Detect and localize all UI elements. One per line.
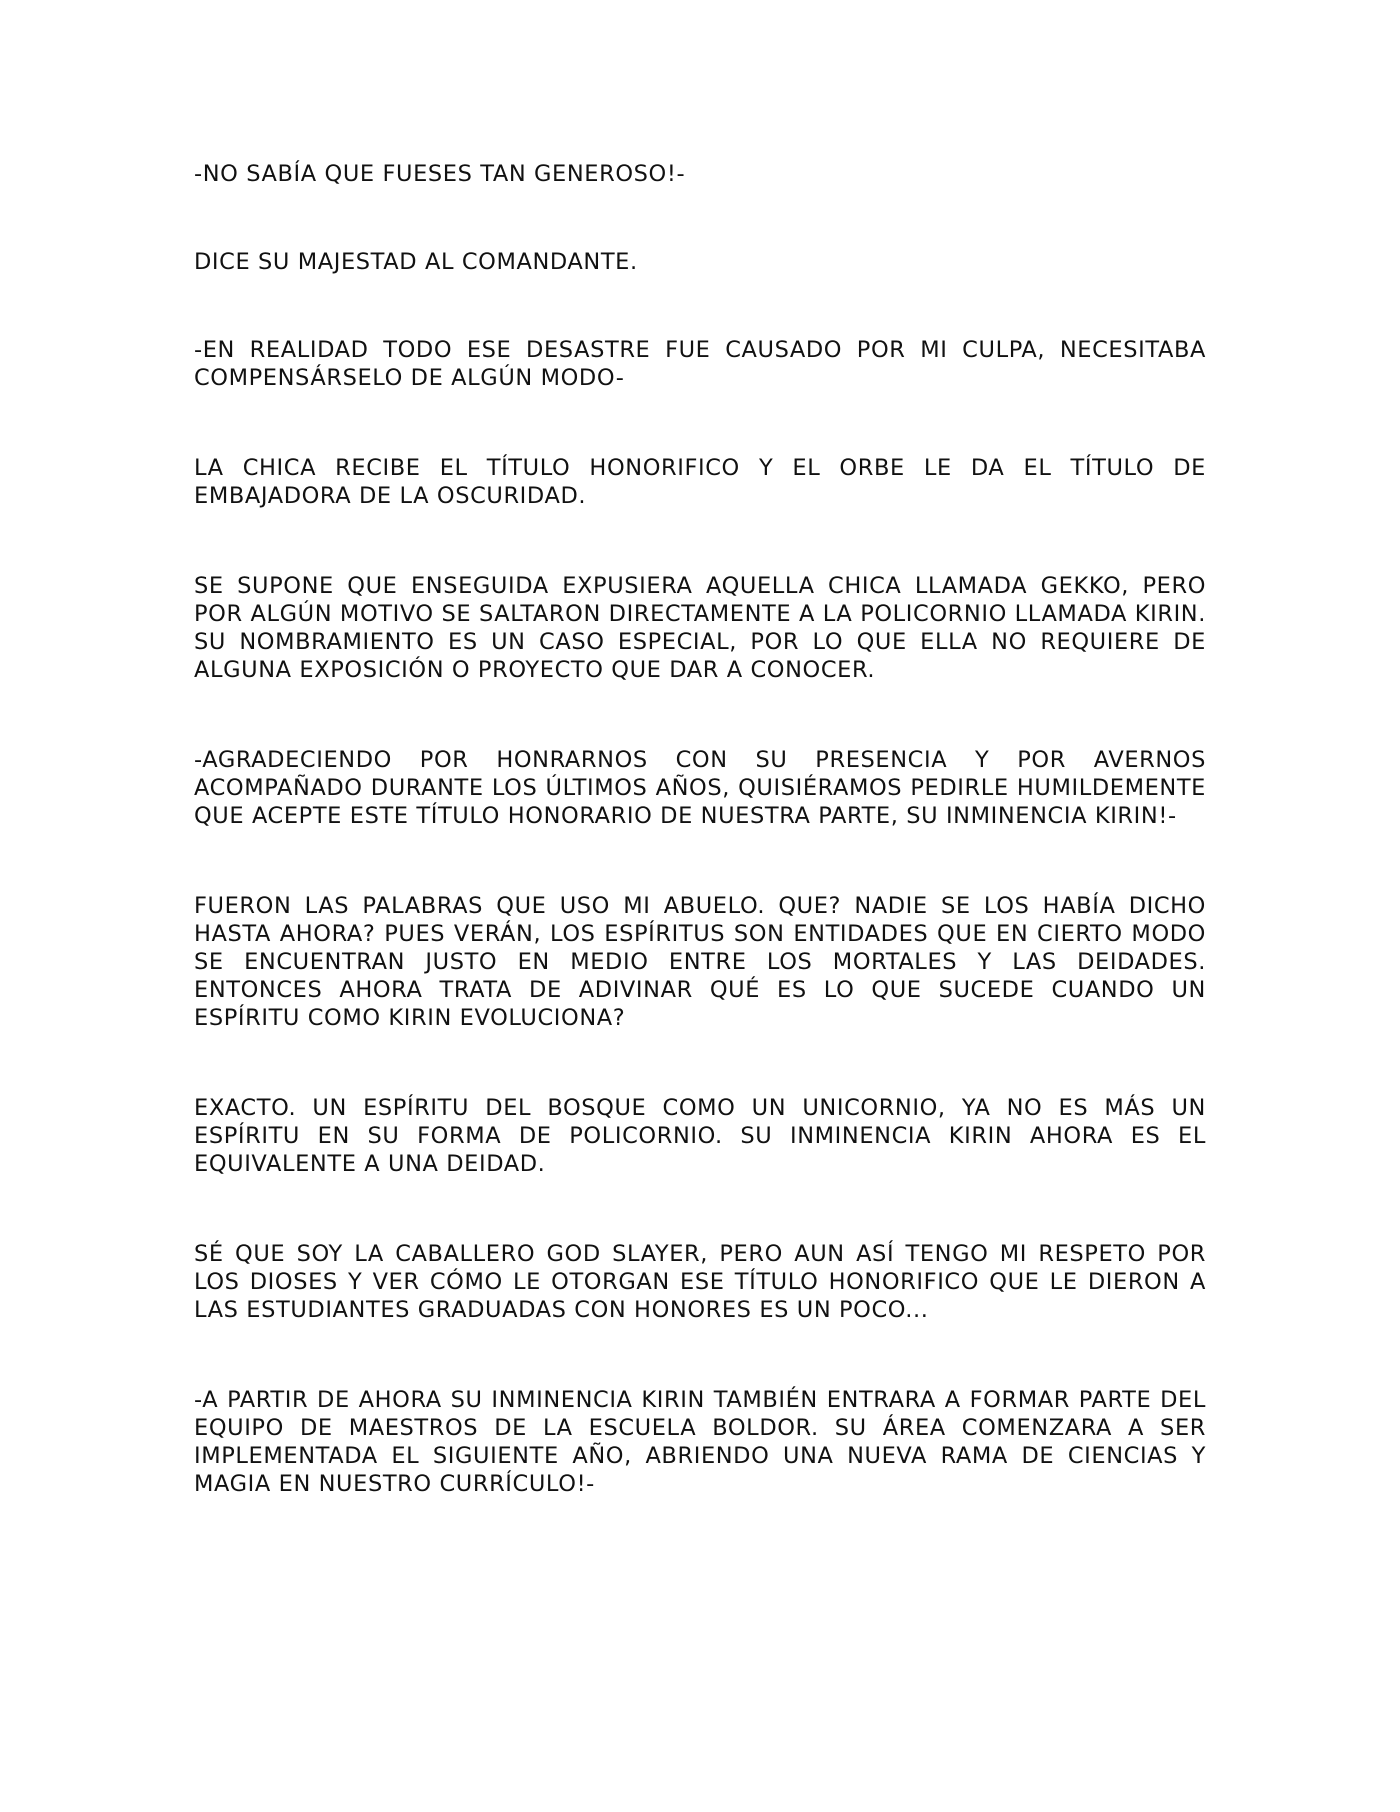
paragraph-5: SE SUPONE QUE ENSEGUIDA EXPUSIERA AQUELLA CHICA LLAMADA GEKKO, PERO POR ALGÚN MOTIVO SE SALTARON DIRECTAMENTE A LA POLICORNIO LLAMADA KIRIN. SU NOMBRAMIENTO ES UN CASO ESPECIAL, POR LO QUE ELLA NO REQUIERE DE ALGUNA EXPOSICIÓN O PROYECTO QUE DAR A CONOCER. — [194, 573, 1206, 683]
paragraph-6: -AGRADECIENDO POR HONRARNOS CON SU PRESENCIA Y POR AVERNOS ACOMPAÑADO DURANTE LOS ÚLTIMOS AÑOS, QUISIÉRAMOS PEDIRLE HUMILDEMENTE QUE ACEPTE ESTE TÍTULO HONORARIO DE NUESTRA PARTE, SU INMINENCIA KIRIN!- — [194, 747, 1206, 829]
text-body — [194, 160, 1206, 1498]
paragraph-3: -EN REALIDAD TODO ESE DESASTRE FUE CAUSADO POR MI CULPA, NECESITABA COMPENSÁRSELO DE ALGÚN MODO- — [194, 337, 1206, 391]
paragraph-2: DICE SU MAJESTAD AL COMANDANTE. — [194, 249, 638, 275]
paragraph-1: -NO SABÍA QUE FUESES TAN GENEROSO!- — [194, 161, 686, 187]
paragraph-4: LA CHICA RECIBE EL TÍTULO HONORIFICO Y EL ORBE LE DA EL TÍTULO DE EMBAJADORA DE LA OSCURIDAD. — [194, 455, 1206, 509]
paragraph-9: SÉ QUE SOY LA CABALLERO GOD SLAYER, PERO AUN ASÍ TENGO MI RESPETO POR LOS DIOSES Y VER CÓMO LE OTORGAN ESE TÍTULO HONORIFICO QUE LE DIERON A LAS ESTUDIANTES GRADUADAS CON HONORES ES UN POCO... — [194, 1241, 1206, 1323]
paragraph-8: EXACTO. UN ESPÍRITU DEL BOSQUE COMO UN UNICORNIO, YA NO ES MÁS UN ESPÍRITU EN SU FORMA DE POLICORNIO. SU INMINENCIA KIRIN AHORA ES EL EQUIVALENTE A UNA DEIDAD. — [194, 1095, 1206, 1177]
paragraph-7: FUERON LAS PALABRAS QUE USO MI ABUELO. QUE? NADIE SE LOS HABÍA DICHO HASTA AHORA? PUES VERÁN, LOS ESPÍRITUS SON ENTIDADES QUE EN CIERTO MODO SE ENCUENTRAN JUSTO EN MEDIO ENTRE LOS MORTALES Y LAS DEIDADES. ENTONCES AHORA TRATA DE ADIVINAR QUÉ ES LO QUE SUCEDE CUANDO UN ESPÍRITU COMO KIRIN EVOLUCIONA? — [194, 893, 1206, 1031]
paragraph-10: -A PARTIR DE AHORA SU INMINENCIA KIRIN TAMBIÉN ENTRARA A FORMAR PARTE DEL EQUIPO DE MAESTROS DE LA ESCUELA BOLDOR. SU ÁREA COMENZARA A SER IMPLEMENTADA EL SIGUIENTE AÑO, ABRIENDO UNA NUEVA RAMA DE CIENCIAS Y MAGIA EN NUESTRO CURRÍCULO!- — [194, 1387, 1206, 1497]
